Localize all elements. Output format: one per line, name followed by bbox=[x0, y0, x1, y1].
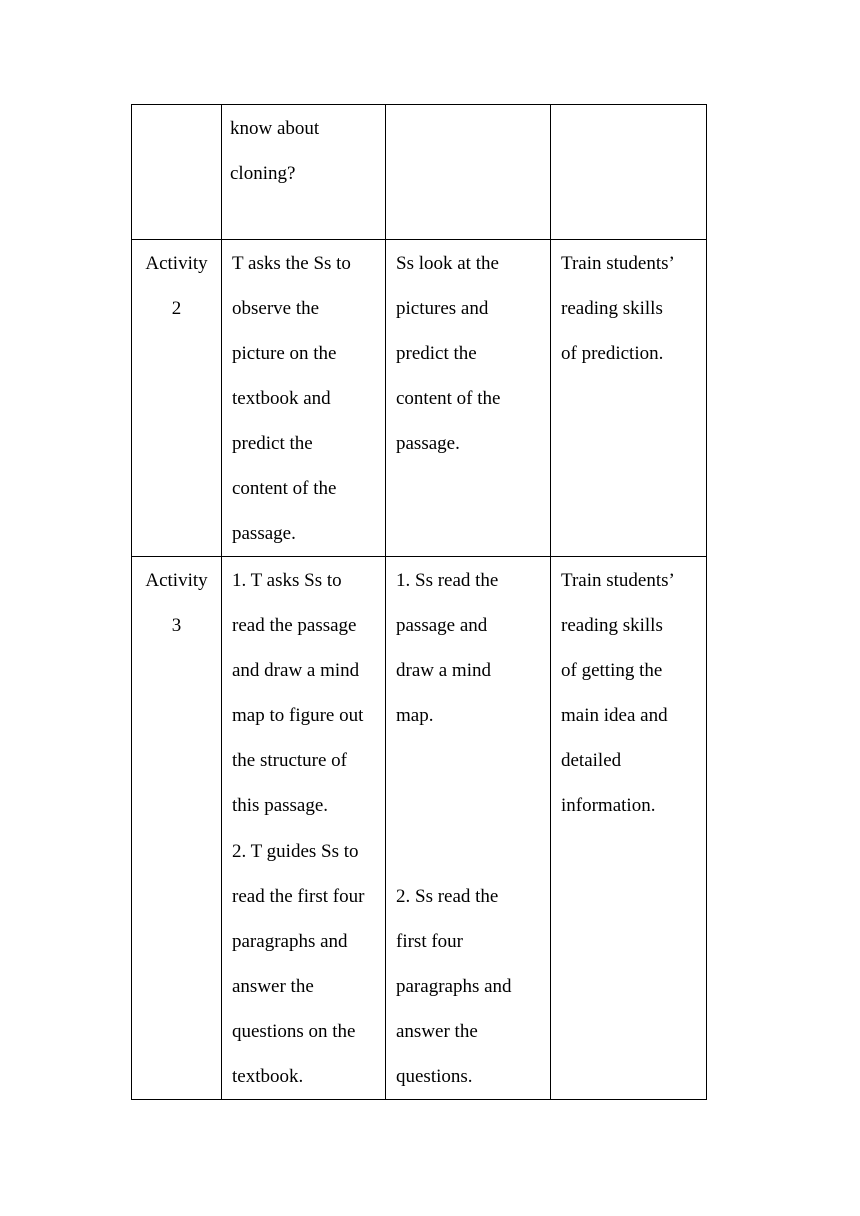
activity-cell bbox=[132, 557, 222, 1100]
activity-cell bbox=[132, 240, 222, 557]
teacher-activity-step-1: 1. T asks Ss to read the passage and draw a mind map to figure out the structure of this passage. bbox=[232, 570, 364, 816]
teacher-activity-cell bbox=[222, 240, 386, 557]
teacher-activity-step-2: 2. T guides Ss to read the first four paragraphs and answer the questions on the textbook. bbox=[232, 841, 365, 1087]
table-row bbox=[132, 105, 707, 240]
student-activity-text: Ss look at the pictures and predict the content of the passage. bbox=[396, 253, 501, 454]
activity-label: Activity 2 bbox=[145, 253, 208, 319]
activity-label: Activity 3 bbox=[145, 570, 208, 636]
student-activity-cell bbox=[386, 105, 551, 240]
purpose-text: Train students’ reading skills of prediction. bbox=[561, 253, 675, 364]
teacher-activity-cell bbox=[222, 105, 386, 240]
spacer bbox=[386, 828, 550, 873]
teacher-activity-cell bbox=[222, 557, 386, 1100]
activity-label bbox=[132, 105, 221, 106]
student-activity-step-2: 2. Ss read the first four paragraphs and answer the questions. bbox=[396, 886, 512, 1087]
purpose-cell bbox=[551, 240, 707, 557]
lesson-plan-table bbox=[131, 104, 707, 1100]
table-row bbox=[132, 240, 707, 557]
teacher-activity-text: know about cloning? bbox=[230, 118, 320, 184]
activity-cell bbox=[132, 105, 222, 240]
table-row bbox=[132, 557, 707, 1100]
student-activity-cell bbox=[386, 240, 551, 557]
purpose-text: Train students’ reading skills of getting the main idea and detailed information. bbox=[561, 570, 675, 816]
purpose-text bbox=[551, 105, 706, 106]
spacer bbox=[386, 783, 550, 828]
teacher-activity-text: T asks the Ss to observe the picture on the textbook and predict the content of the passage. bbox=[232, 253, 351, 544]
student-activity-text bbox=[386, 105, 550, 106]
purpose-cell bbox=[551, 105, 707, 240]
student-activity-step-1: 1. Ss read the passage and draw a mind map. bbox=[396, 570, 499, 726]
spacer bbox=[386, 738, 550, 783]
purpose-cell bbox=[551, 557, 707, 1100]
student-activity-cell bbox=[386, 557, 551, 1100]
